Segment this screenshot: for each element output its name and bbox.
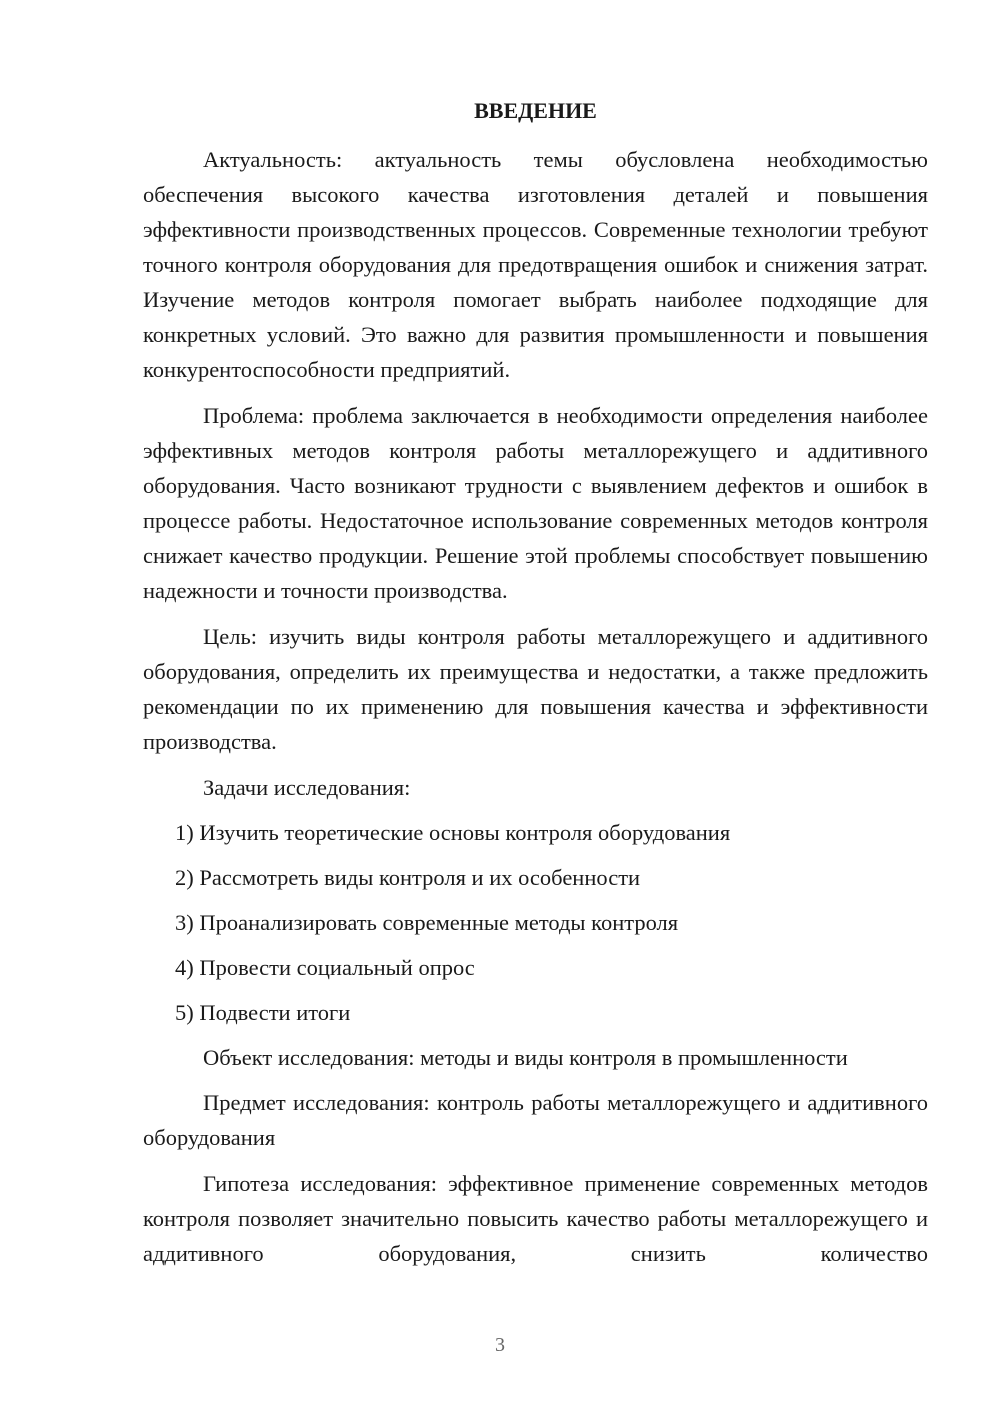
task-item: 4) Провести социальный опрос (175, 955, 475, 980)
object-paragraph: Объект исследования: методы и виды контроля в промышленности (203, 1045, 848, 1070)
document-body (143, 142, 928, 1282)
task-item: 5) Подвести итоги (175, 1000, 351, 1025)
problem-paragraph: Проблема: проблема заключается в необходимости определения наиболее эффективных методов контроля работы металлорежущего и аддитивного оборудования. Часто возникают трудности с выявлением дефектов и ошибок в процессе работы. Недостаточное использование современных методов контроля снижает качество продукции. Решение этой проблемы способствует повышению надежности и точности производства. (143, 403, 928, 603)
subject-paragraph: Предмет исследования: контроль работы металлорежущего и аддитивного оборудования (143, 1090, 928, 1150)
section-heading: ВВЕДЕНИЕ (474, 98, 597, 123)
task-item: 2) Рассмотреть виды контроля и их особенности (175, 865, 641, 890)
page-number: 3 (495, 1334, 505, 1356)
tasks-title: Задачи исследования: (203, 775, 411, 800)
task-item: 3) Проанализировать современные методы контроля (175, 910, 679, 935)
relevance-paragraph: Актуальность: актуальность темы обусловлена необходимостью обеспечения высокого качества изготовления деталей и повышения эффективности производственных процессов. Современные технологии требуют точного контроля оборудования для предотвращения ошибок и снижения затрат. Изучение методов контроля помогает выбрать наиболее подходящие для конкретных условий. Это важно для развития промышленности и повышения конкурентоспособности предприятий. (143, 147, 928, 382)
task-item: 1) Изучить теоретические основы контроля оборудования (175, 820, 731, 845)
goal-paragraph: Цель: изучить виды контроля работы металлорежущего и аддитивного оборудования, определить их преимущества и недостатки, а также предложить рекомендации по их применению для повышения качества и эффективности производства. (143, 624, 928, 754)
hypothesis-paragraph: Гипотеза исследования: эффективное применение современных методов контроля позволяет значительно повысить качество работы металлорежущего и аддитивного оборудования, снизить количество (143, 1171, 928, 1266)
